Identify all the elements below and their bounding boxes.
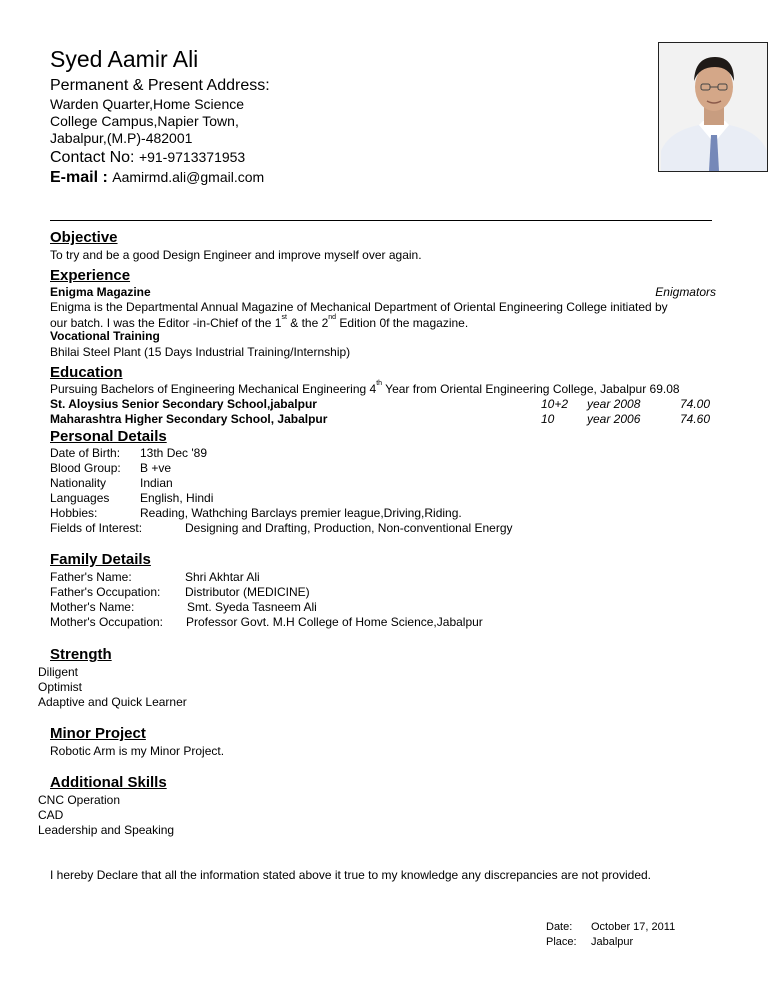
strength-item: Diligent [38,665,79,679]
ordinal-suffix: nd [328,314,337,321]
additional-skills-heading: Additional Skills [50,774,167,791]
education-heading: Education [50,364,123,381]
desc-part: Edition 0f the magazine. [336,316,469,330]
education-score: 74.60 [680,412,711,426]
personal-label: Nationality [50,476,107,490]
family-value: Shri Akhtar Ali [185,570,260,584]
education-year: year 2008 [587,397,641,411]
declaration-text: I hereby Declare that all the information stated above it true to my knowledge any discrepancies are not provided. [50,868,652,882]
date-label: Date: [546,921,573,933]
objective-heading: Objective [50,229,118,246]
personal-value: B +ve [140,461,172,475]
education-school: St. Aloysius Senior Secondary School,jabalpur [50,397,317,411]
strength-heading: Strength [50,646,112,663]
personal-label: Date of Birth: [50,446,121,460]
candidate-name: Syed Aamir Ali [50,46,199,72]
desc-part: our batch. I was the Editor -in-Chief of the 1 [50,316,282,330]
objective-text: To try and be a good Design Engineer and improve myself over again. [50,248,422,262]
education-score: 74.00 [680,397,711,411]
family-value: Professor Govt. M.H College of Home Science,Jabalpur [186,615,483,629]
family-label: Father's Occupation: [50,585,161,599]
education-level: 10+2 [541,397,569,411]
family-value: Distributor (MEDICINE) [185,585,310,599]
address-label: Permanent & Present Address: [50,77,270,94]
personal-heading: Personal Details [50,428,167,445]
strength-item: Adaptive and Quick Learner [38,695,187,709]
profile-photo [658,42,768,172]
address-line: College Campus,Napier Town, [50,113,239,129]
place-label: Place: [546,936,577,948]
family-label: Father's Name: [50,570,132,584]
experience-item-org: Enigmators [655,285,716,299]
ordinal-suffix: st [281,314,287,321]
experience-heading: Experience [50,267,131,284]
education-school: Maharashtra Higher Secondary School, Jabalpur [50,412,328,426]
education-year: year 2006 [587,412,641,426]
header-divider [50,220,712,221]
personal-label: Languages [50,491,110,505]
experience-item-title: Vocational Training [50,329,160,343]
contact-value: +91-9713371953 [138,149,246,165]
email-row [50,169,264,187]
date-value: October 17, 2011 [591,921,676,933]
family-label: Mother's Name: [50,600,135,614]
personal-value: Designing and Drafting, Production, Non-conventional Energy [185,521,513,535]
degree-text: Pursuing Bachelors of Engineering Mechanical Engineering 4 [50,382,377,396]
contact-label: Contact No: [50,149,135,166]
minor-project-heading: Minor Project [50,725,146,742]
place-value: Jabalpur [591,936,634,948]
email-value: Aamirmd.ali@gmail.com [112,169,265,185]
desc-part: & the 2 [286,316,329,330]
experience-item-title: Enigma Magazine [50,285,151,299]
personal-value: Indian [140,476,173,490]
personal-value: English, Hindi [140,491,214,505]
ordinal-suffix: th [376,380,383,387]
address-line: Warden Quarter,Home Science [50,96,245,112]
personal-label: Blood Group: [50,461,121,475]
skill-item: CAD [38,808,64,822]
personal-value: 13th Dec '89 [140,446,208,460]
experience-item-desc [50,316,468,330]
degree-text: Year from Oriental Engineering College, Jabalpur 69.08 [382,382,680,396]
skill-item: CNC Operation [38,793,121,807]
family-heading: Family Details [50,551,151,568]
personal-value: Reading, Wathching Barclays premier league,Driving,Riding. [140,506,462,520]
email-label: E-mail : [50,169,108,186]
person-portrait-icon [659,43,768,172]
strength-item: Optimist [38,680,83,694]
family-value: Smt. Syeda Tasneem Ali [187,600,317,614]
family-label: Mother's Occupation: [50,615,164,629]
contact-row [50,149,245,167]
education-row [50,382,680,396]
experience-item-desc: Enigma is the Departmental Annual Magazine of Mechanical Department of Oriental Engineering College initiated by [50,300,668,314]
experience-item-desc: Bhilai Steel Plant (15 Days Industrial Training/Internship) [50,345,351,359]
skill-item: Leadership and Speaking [38,823,175,837]
minor-project-text: Robotic Arm is my Minor Project. [50,744,225,758]
education-level: 10 [541,412,555,426]
personal-label: Hobbies: [50,506,98,520]
personal-label: Fields of Interest: [50,521,143,535]
address-line: Jabalpur,(M.P)-482001 [50,130,193,146]
